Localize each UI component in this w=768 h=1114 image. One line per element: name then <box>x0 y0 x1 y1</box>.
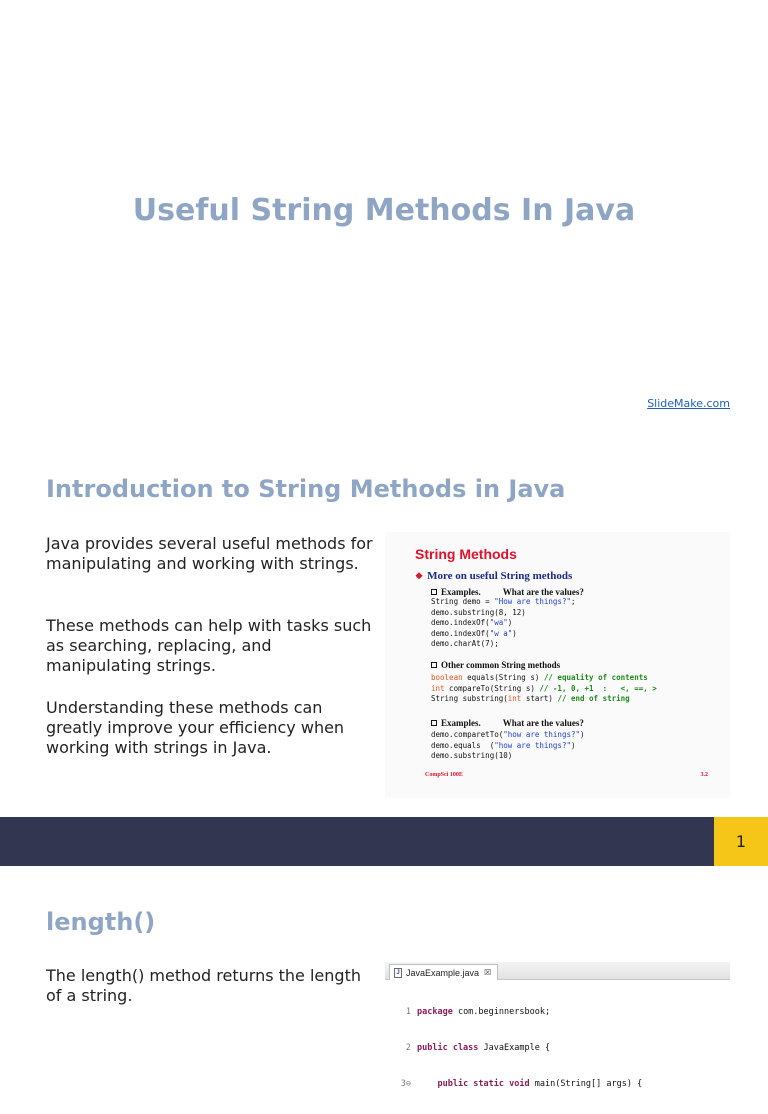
code-line: String demo = "How are things?"; <box>431 597 576 606</box>
intro-paragraph-1: Java provides several useful methods for manipulating and working with strings. <box>46 534 373 573</box>
embedded-sub-examples-2 <box>431 718 584 728</box>
ide-screenshot <box>385 962 730 1089</box>
slidemake-link[interactable]: SlideMake.com <box>647 397 730 410</box>
embedded-bullet <box>415 570 572 582</box>
java-file-icon: J <box>394 968 402 978</box>
embedded-slide-image <box>385 532 730 798</box>
code-line: demo.equals ("how are things?") <box>431 740 576 750</box>
square-bullet-icon <box>431 720 437 726</box>
sub-question: What are the values? <box>502 718 584 728</box>
slide-heading: length() <box>46 908 156 936</box>
length-paragraph: The length() method returns the length of a string. <box>46 966 361 1005</box>
code-line: 1 package com.beginnersbook; <box>405 1007 551 1017</box>
slide-heading: Introduction to String Methods in Java <box>46 475 566 503</box>
code-line: String substring(int start) // end of string <box>431 694 630 703</box>
slide-footer-bar <box>0 817 768 866</box>
sub-label: Examples. <box>441 587 481 597</box>
code-line: demo.indexOf("w a") <box>431 628 517 638</box>
diamond-bullet-icon: ❖ <box>415 571 424 581</box>
code-line: demo.charAt(7); <box>431 639 499 648</box>
square-bullet-icon <box>431 589 437 595</box>
title-slide <box>0 0 768 432</box>
embedded-sub-other <box>431 660 560 670</box>
page-number: 1 <box>714 817 768 866</box>
code-line: demo.comparetTo("how are things?") <box>431 730 585 739</box>
embedded-slide-title: String Methods <box>415 546 517 562</box>
sub-label: Other common String methods <box>441 660 561 670</box>
length-slide <box>0 866 768 1089</box>
code-block-3 <box>431 730 585 762</box>
code-block-2 <box>431 673 657 705</box>
code-line: demo.substring(8, 12) <box>431 607 526 617</box>
code-line: 2 public class JavaExample { <box>405 1043 551 1053</box>
intro-paragraph-2: These methods can help with tasks such as searching, replacing, and manipulating strings. <box>46 616 372 675</box>
embedded-sub-examples-1 <box>431 587 584 597</box>
sub-question: What are the values? <box>502 587 584 597</box>
editor-tab[interactable] <box>389 964 498 980</box>
editor-tab-label: JavaExample.java <box>406 967 480 978</box>
code-line: demo.indexOf("wa") <box>431 618 513 627</box>
presentation-title: Useful String Methods In Java <box>132 193 636 228</box>
code-line: int compareTo(String s) // -1, 0, +1 : <, ==, > <box>431 683 657 693</box>
code-line: 3⊖ public static void main(String[] args) { <box>400 1079 643 1089</box>
sub-label: Examples. <box>441 718 481 728</box>
code-line: boolean equals(String s) // equality of contents <box>431 673 648 682</box>
embedded-footer-page: 3.2 <box>700 772 708 778</box>
square-bullet-icon <box>431 662 437 668</box>
embedded-footer-course: CompSci 100E <box>425 772 463 778</box>
code-editor <box>385 982 730 1114</box>
code-block-1 <box>431 597 576 650</box>
editor-tab-bar <box>385 962 730 980</box>
code-line: demo.substring(10) <box>431 751 513 760</box>
close-tab-icon[interactable]: ☒ <box>484 968 492 977</box>
intro-paragraph-3: Understanding these methods can greatly improve your efficiency when working with strings in Java. <box>46 698 345 757</box>
embedded-bullet-text: More on useful String methods <box>427 570 573 582</box>
intro-slide <box>0 432 768 817</box>
